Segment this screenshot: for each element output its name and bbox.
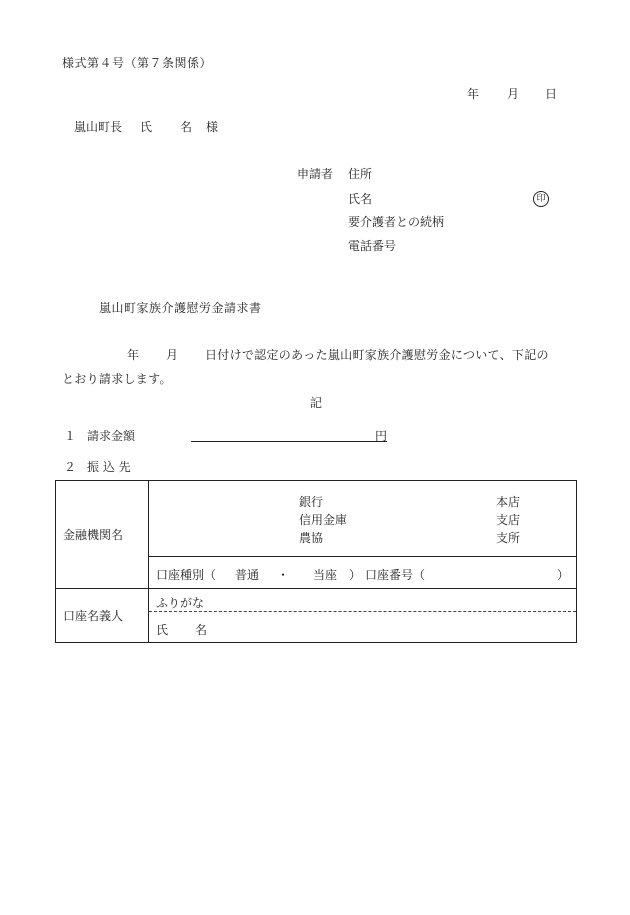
holder-name-label-1: 氏 bbox=[156, 623, 169, 637]
bank-type-3: 農協 bbox=[299, 531, 324, 545]
branch-type-2: 支店 bbox=[496, 513, 521, 527]
body-month: 月 bbox=[166, 348, 179, 362]
furigana-label: ふりがな bbox=[156, 596, 205, 610]
holder-name-field[interactable] bbox=[149, 612, 577, 643]
addressee-name-1: 氏 bbox=[140, 120, 153, 134]
branch-type-1: 本店 bbox=[496, 495, 521, 509]
applicant-label: 申請者 bbox=[297, 167, 334, 181]
date-day: 日 bbox=[545, 87, 558, 101]
transfer-table bbox=[55, 480, 577, 643]
bank-name-field[interactable] bbox=[149, 481, 577, 557]
applicant-phone-label: 電話番号 bbox=[348, 239, 397, 253]
account-type-label: 口座種別（ bbox=[156, 568, 217, 582]
bank-label-cell bbox=[56, 481, 149, 589]
item1-number: １ bbox=[64, 429, 77, 443]
holder-label-cell bbox=[56, 589, 149, 643]
applicant-relation-label: 要介護者との続柄 bbox=[348, 215, 445, 229]
body-year: 年 bbox=[127, 348, 140, 362]
document-title: 嵐山町家族介護慰労金請求書 bbox=[99, 301, 262, 315]
item2-number: ２ bbox=[64, 460, 77, 474]
date-year: 年 bbox=[467, 87, 480, 101]
branch-type-3: 支所 bbox=[496, 531, 521, 545]
applicant-address-label: 住所 bbox=[348, 167, 373, 181]
account-row bbox=[149, 557, 577, 589]
addressee-title: 嵐山町長 bbox=[74, 120, 123, 134]
account-number-close: ） bbox=[557, 568, 570, 582]
body-line-2: とおり請求します。 bbox=[62, 372, 172, 386]
bank-type-1: 銀行 bbox=[299, 495, 324, 509]
holder-label: 口座名義人 bbox=[63, 609, 124, 623]
applicant-name-label: 氏名 bbox=[348, 192, 373, 206]
ki-heading: 記 bbox=[310, 396, 323, 410]
bank-label: 金融機関名 bbox=[63, 528, 124, 542]
account-type-close: ） bbox=[349, 568, 362, 582]
furigana-field[interactable] bbox=[149, 589, 577, 612]
amount-field[interactable] bbox=[191, 441, 387, 442]
account-type-current[interactable]: 当座 bbox=[313, 568, 338, 582]
addressee-honorific: 様 bbox=[206, 120, 219, 134]
item2-label: 振 込 先 bbox=[87, 460, 131, 474]
date-month: 月 bbox=[507, 87, 520, 101]
addressee-name-2: 名 bbox=[180, 120, 193, 134]
account-type-ordinary[interactable]: 普通 bbox=[235, 568, 260, 582]
item1-unit: 円 bbox=[375, 429, 388, 443]
account-type-separator: ・ bbox=[277, 568, 290, 582]
holder-name-label-2: 名 bbox=[195, 623, 208, 637]
account-number-label: 口座番号（ bbox=[365, 568, 426, 582]
form-number: 様式第４号（第７条関係） bbox=[62, 56, 213, 70]
item1-label: 請求金額 bbox=[87, 429, 136, 443]
seal-mark: 印 bbox=[533, 191, 549, 207]
bank-type-2: 信用金庫 bbox=[299, 513, 348, 527]
body-line-1: 日付けで認定のあった嵐山町家族介護慰労金について、下記の bbox=[205, 348, 549, 362]
